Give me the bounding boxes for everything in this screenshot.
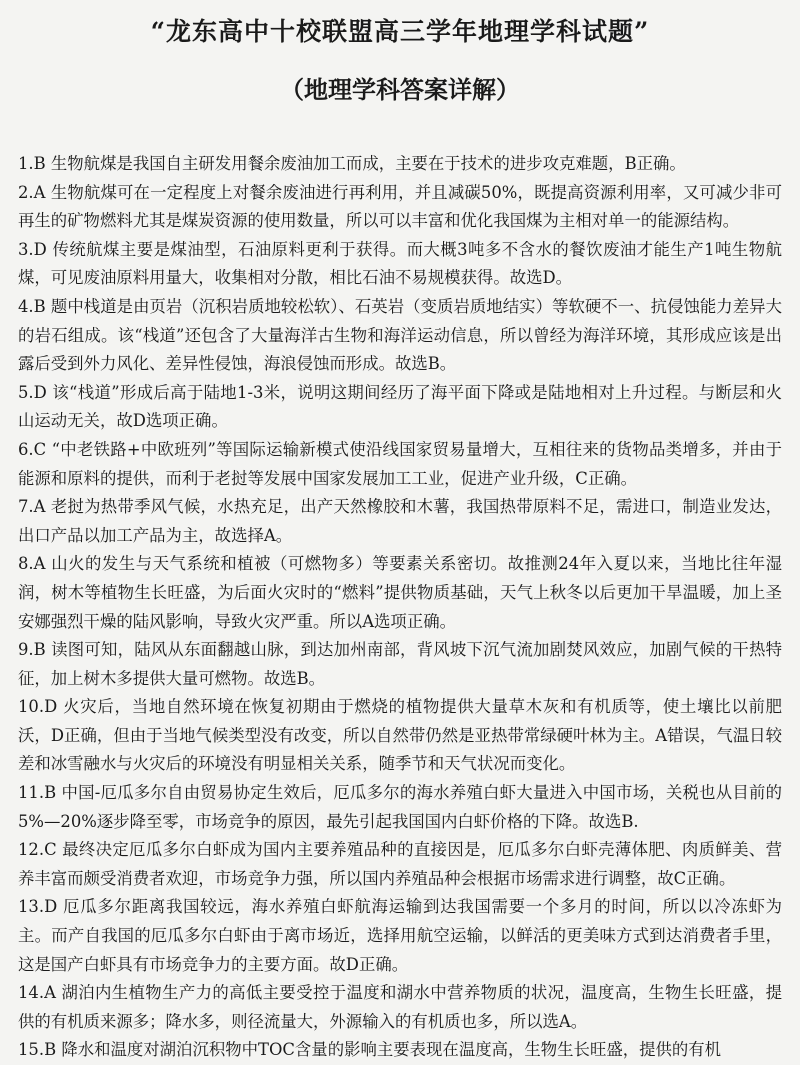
answer-item-15: 15.B 降水和温度对湖泊沉积物中TOC含量的影响主要表现在温度高，生物生长旺盛，提供的有机	[18, 1040, 722, 1060]
answer-item-12: 12.C 最终决定厄瓜多尔白虾成为国内主要养殖品种的直接因是，厄瓜多尔白虾壳薄体肥、肉质鲜美、营养丰富而颇受消费者欢迎，市场竞争力强，所以国内养殖品种会根据市场需求进行调整，故C正确。	[18, 840, 782, 888]
answer-item-3: 3.D 传统航煤主要是煤油型，石油原料更利于获得。而大概3吨多不含水的餐饮废油才能生产1吨生物航煤，可见废油原料用量大，收集相对分散，相比石油不易规模获得。故选D。	[18, 239, 782, 288]
page-subtitle: （地理学科答案详解）	[280, 75, 520, 104]
answer-list	[18, 150, 782, 1065]
answer-item-11: 11.B 中国-厄瓜多尔自由贸易协定生效后，厄瓜多尔的海水养殖白虾大量进入中国市场，关税也从目前的5%—20%逐步降至零，市场竞争的原因，最先引起我国国内白虾价格的下降。故选B.	[18, 783, 782, 831]
page-title: “龙东高中十校联盟高三学年地理学科试题”	[150, 17, 650, 46]
answer-item-4: 4.B 题中栈道是由页岩（沉积岩质地较松软）、石英岩（变质岩质地结实）等软硬不一、抗侵蚀能力差异大的岩石组成。该“栈道”还包含了大量海洋古生物和海洋运动信息，所以曾经为海洋环境，其形成应该是出露后受到外力风化、差异性侵蚀，海浪侵蚀而形成。故选B。	[18, 296, 782, 374]
answer-item-8: 8.A 山火的发生与天气系统和植被（可燃物多）等要素关系密切。故推测24年入夏以来，当地比往年湿润，树木等植物生长旺盛，为后面火灾时的“燃料”提供物质基础，天气上秋冬以后更加干旱温暖，加上圣安娜强烈干燥的陆风影响，导致火灾严重。所以A选项正确。	[18, 554, 782, 631]
answer-item-9: 9.B 读图可知，陆风从东面翻越山脉，到达加州南部，背风坡下沉气流加剧焚风效应，加剧气候的干热特征，加上树木多提供大量可燃物。故选B。	[18, 640, 783, 688]
answer-item-14: 14.A 湖泊内生植物生产力的高低主要受控于温度和湖水中营养物质的状况，温度高，生物生长旺盛，提供的有机质来源多；降水多，则径流量大，外源输入的有机质也多，所以选A。	[18, 983, 782, 1031]
answer-item-6: 6.C “中老铁路+中欧班列”等国际运输新模式使沿线国家贸易量增大，互相往来的货物品类增多，并由于能源和原料的提供，而利于老挝等发展中国家发展加工工业，促进产业升级，C正确。	[18, 439, 782, 488]
answer-item-1: 1.B 生物航煤是我国自主研发用餐余废油加工而成，主要在于技术的进步攻克难题，B正确。	[18, 154, 686, 173]
answer-item-2: 2.A 生物航煤可在一定程度上对餐余废油进行再利用，并且减碳50%，既提高资源利用率，又可减少非可再生的矿物燃料尤其是煤炭资源的使用数量，所以可以丰富和优化我国煤为主相对单一的能源结构。	[18, 182, 782, 231]
answer-item-13: 13.D 厄瓜多尔距离我国较远，海水养殖白虾航海运输到达我国需要一个多月的时间，所以以冷冻虾为主。而产自我国的厄瓜多尔白虾由于离市场近，选择用航空运输，以鲜活的更美味方式到达消费者手里，这是国产白虾具有市场竞争力的主要方面。故D正确。	[18, 897, 782, 974]
answer-item-5: 5.D 该“栈道”形成后高于陆地1-3米，说明这期间经历了海平面下降或是陆地相对上升过程。与断层和火山运动无关，故D选项正确。	[18, 382, 782, 431]
answer-item-10: 10.D 火灾后，当地自然环境在恢复初期由于燃烧的植物提供大量草木灰和有机质等，使土壤比以前肥沃，D正确，但由于当地气候类型没有改变，所以自然带仍然是亚热带常绿硬叶林为主。A错误，气温日较差和冰雪融水与火灾后的环境没有明显相关关系，随季节和天气状况而变化。	[18, 697, 782, 774]
answer-item-7: 7.A 老挝为热带季风气候，水热充足，出产天然橡胶和木薯，我国热带原料不足，需进口，制造业发达，出口产品以加工产品为主，故选择A。	[18, 497, 782, 545]
